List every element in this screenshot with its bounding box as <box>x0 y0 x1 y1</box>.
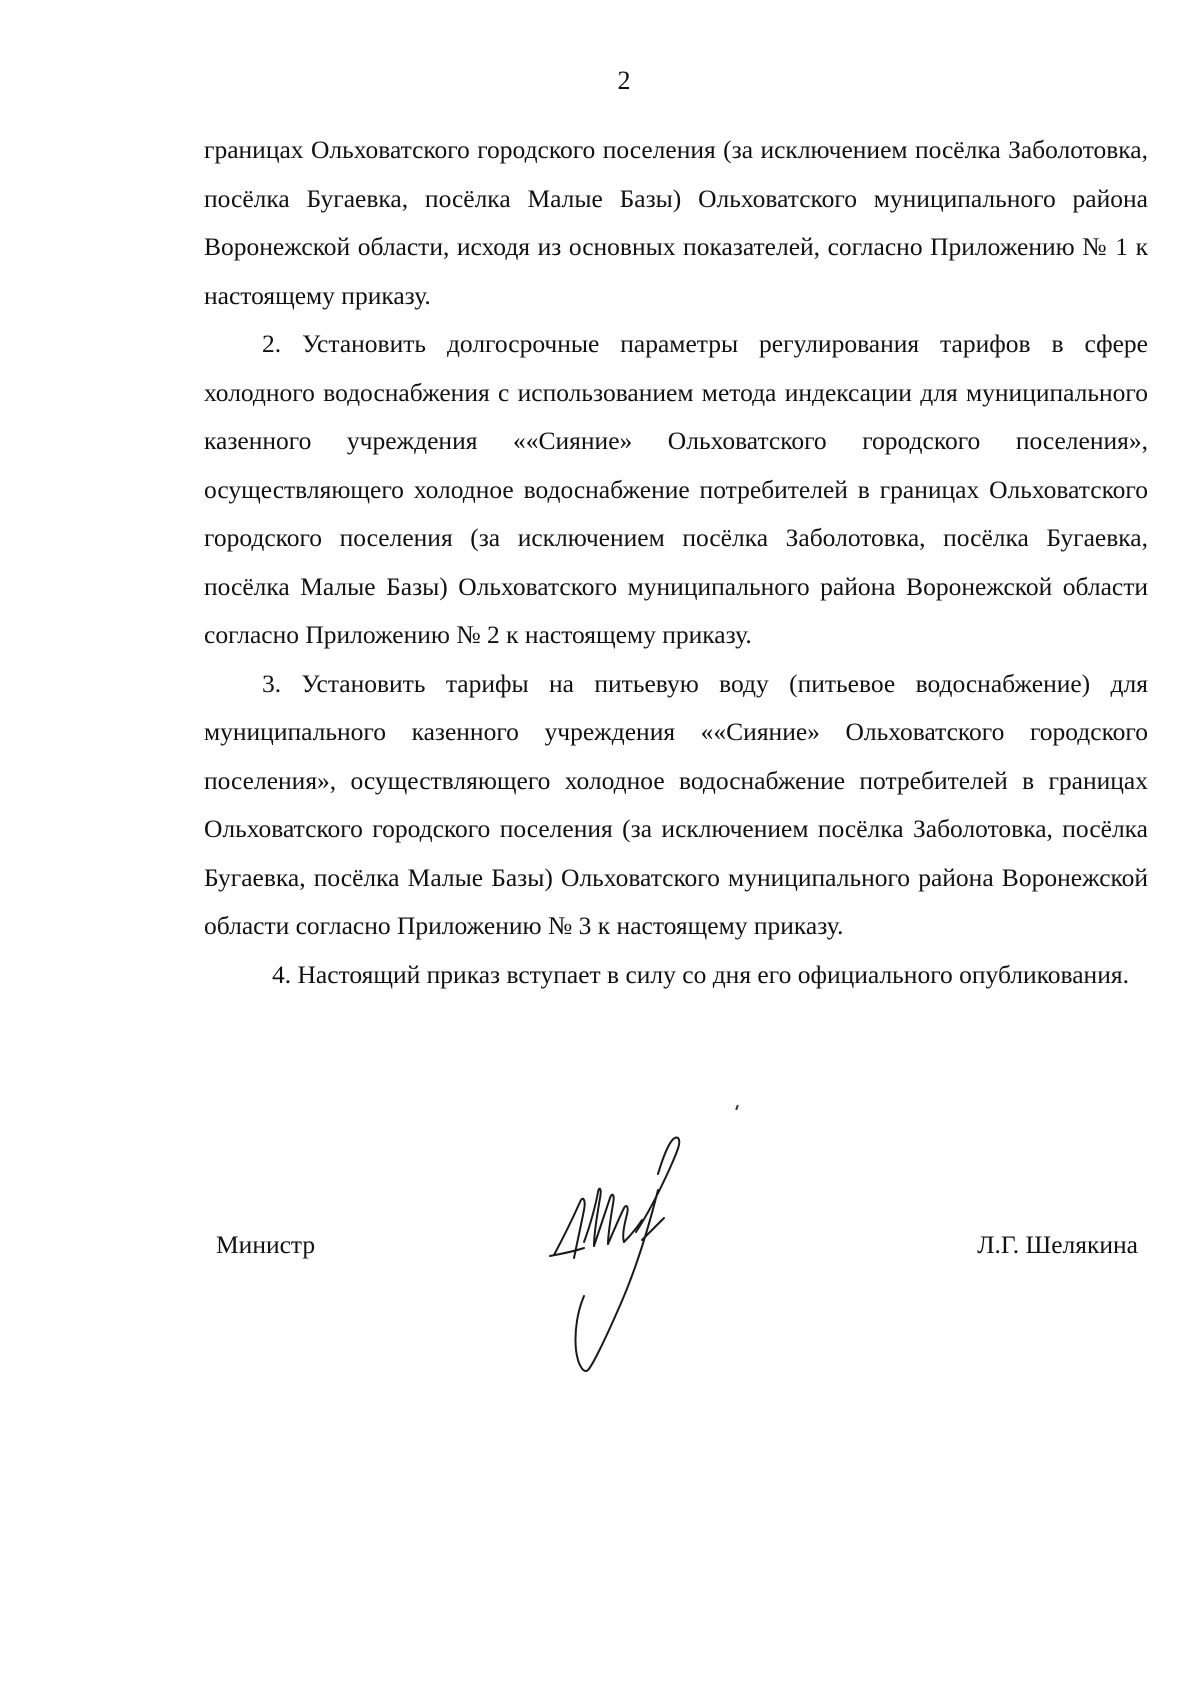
signatory-title: Министр <box>216 1230 316 1259</box>
paragraph-continuation: границах Ольховатского городского поселения (за исключением посёлка Заболотовка, посёлка Бугаевка, посёлка Малые Базы) Ольховатского муниципального района Воронежской области, исходя из основных показателей, согласно Приложению № 1 к настоящему приказу. <box>204 135 1148 310</box>
paragraph-item-2: 2. Установить долгосрочные параметры регулирования тарифов в сфере холодного водоснабжения с использованием метода индексации для муниципального казенного учреждения ««Сияние» Ольховатского городского поселения», осуществляющего холодное водоснабжение потребителей в границах Ольховатского городского поселения (за исключением посёлка Заболотовка, посёлка Бугаевка, посёлка Малые Базы) Ольховатского муниципального района Воронежской области согласно Приложению № 2 к настоящему приказу. <box>204 329 1148 649</box>
handwritten-signature <box>540 1130 720 1380</box>
document-body <box>204 126 1148 999</box>
signatory-name: Л.Г. Шелякина <box>977 1230 1138 1259</box>
paragraph-item-4: 4. Настоящий приказ вступает в силу со дня его официального опубликования. <box>272 959 1129 989</box>
scan-speck <box>735 1105 739 1110</box>
paragraph-item-3: 3. Установить тарифы на питьевую воду (питьевое водоснабжение) для муниципального казенного учреждения ««Сияние» Ольховатского городского поселения», осуществляющего холодное водоснабжение потребителей в границах Ольховатского городского поселения (за исключением посёлка Заболотовка, посёлка Бугаевка, посёлка Малые Базы) Ольховатского муниципального района Воронежской области согласно Приложению № 3 к настоящему приказу. <box>204 668 1148 940</box>
page-number: 2 <box>617 66 631 95</box>
